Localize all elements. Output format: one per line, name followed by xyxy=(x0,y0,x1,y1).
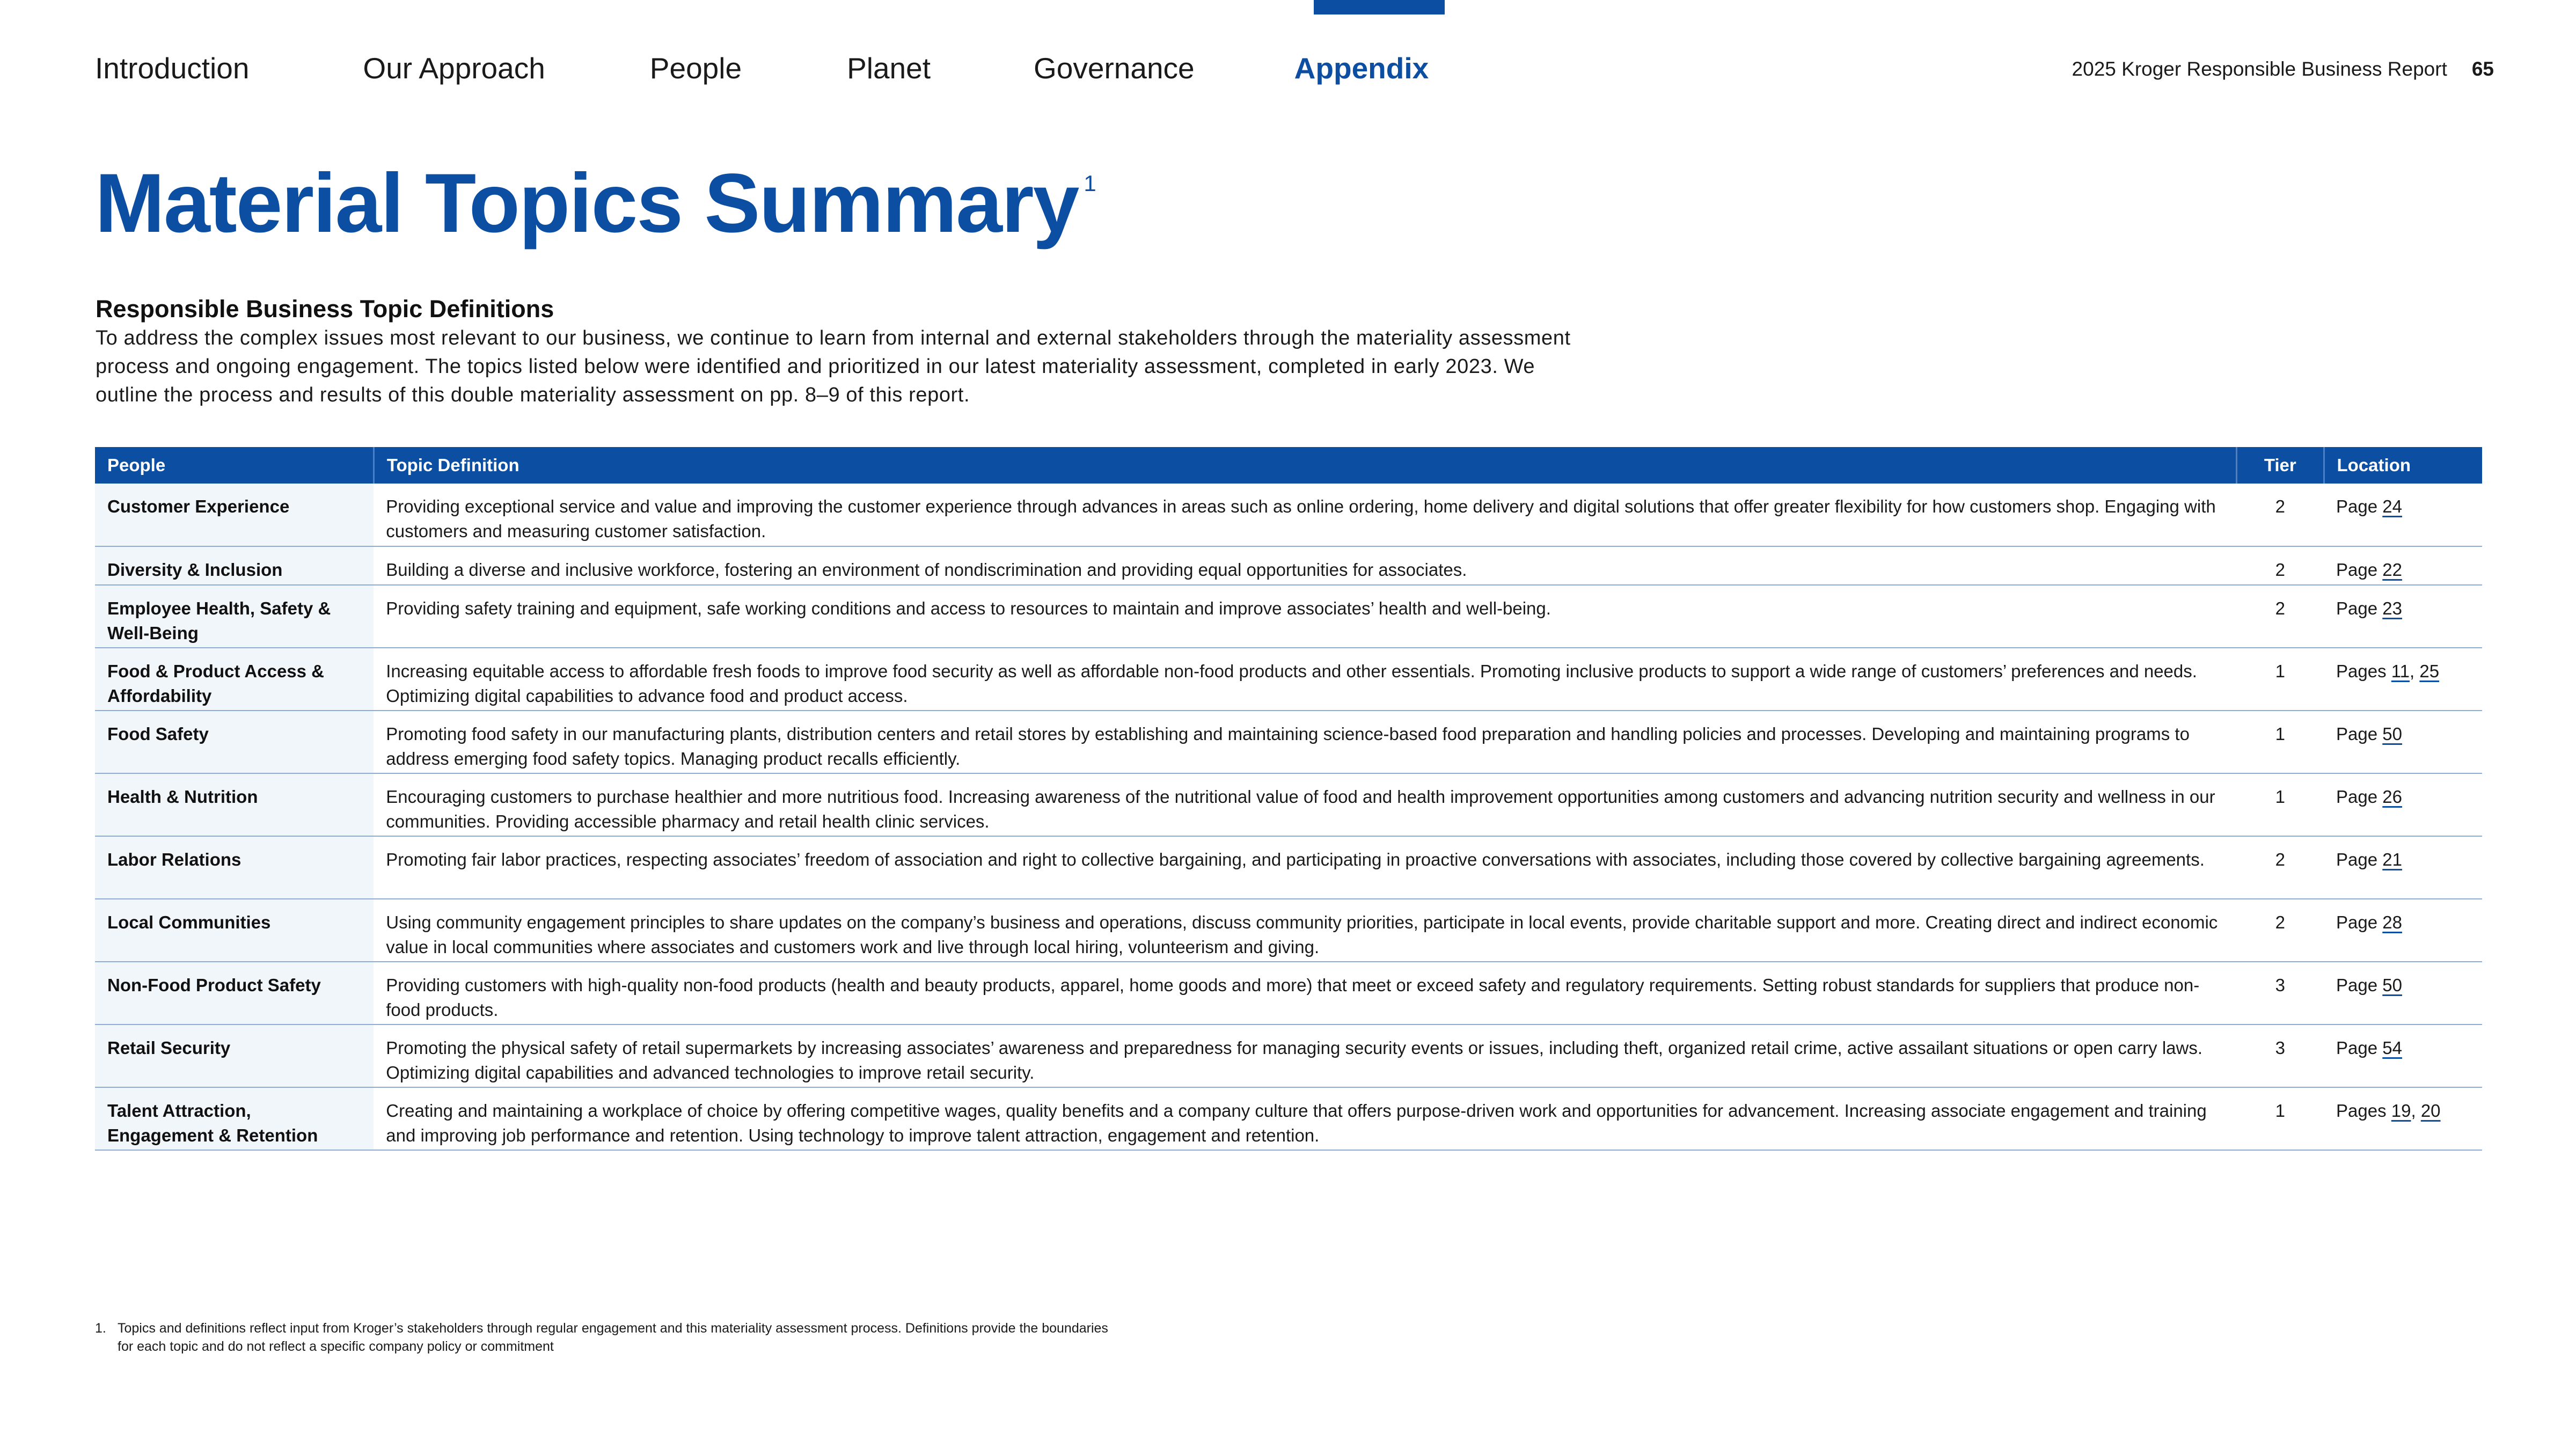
topic-location xyxy=(2324,962,2482,1024)
footnote-text: Topics and definitions reflect input from Kroger’s stakeholders through regular engagement and this materiality assessment process. Definitions provide the boundaries for each topic and do not reflect a specific company policy or commitment xyxy=(118,1321,1108,1354)
topic-definition: Using community engagement principles to share updates on the company’s business and operations, discuss community priorities, participate in local events, provide charitable support and more. Creating direct and indirect economic value in local communities where associates and customers work and live through local hiring, volunteerism and giving. xyxy=(374,899,2236,962)
nav-appendix[interactable]: Appendix xyxy=(1294,52,1429,85)
nav-people[interactable]: People xyxy=(649,52,742,85)
topic-definition: Creating and maintaining a workplace of choice by offering competitive wages, quality benefits and a company culture that offers purpose-driven work and opportunities for advancement. Increasing associate engagement and training and improving job performance and retention. Using technology to improve talent attraction, engagement and retention. xyxy=(374,1087,2236,1150)
topic-tier: 3 xyxy=(2237,1024,2324,1087)
topic-location xyxy=(2324,1024,2482,1087)
topic-tier: 1 xyxy=(2237,773,2324,836)
active-section-indicator xyxy=(1314,0,1445,14)
table-body xyxy=(95,484,2482,1150)
topic-location xyxy=(2324,711,2482,773)
topic-tier: 1 xyxy=(2237,1087,2324,1150)
topic-definition: Promoting food safety in our manufacturing plants, distribution centers and retail stores by establishing and maintaining science-based food preparation and handling policies and processes. Developing and maintaining programs to address emerging food safety topics. Managing product recalls efficiently. xyxy=(374,711,2236,773)
location-prefix: Page xyxy=(2336,975,2378,995)
topic-name: Health & Nutrition xyxy=(95,773,374,836)
topic-tier: 2 xyxy=(2237,484,2324,546)
topic-definition: Providing safety training and equipment, safe working conditions and access to resources to maintain and improve associates’ health and well-being. xyxy=(374,585,2236,648)
page-link[interactable]: 23 xyxy=(2382,598,2402,618)
topic-name: Labor Relations xyxy=(95,836,374,899)
topic-definition: Promoting fair labor practices, respecting associates’ freedom of association and right to collective bargaining, and participating in proactive conversations with associates, including those covered by collective bargaining agreements. xyxy=(374,836,2236,899)
nav-introduction[interactable]: Introduction xyxy=(95,52,250,85)
location-prefix: Page xyxy=(2336,496,2378,516)
topic-definition: Building a diverse and inclusive workforce, fostering an environment of nondiscrimination and providing equal opportunities for associates. xyxy=(374,546,2236,585)
topic-name: Food Safety xyxy=(95,711,374,773)
page-title-text: Material Topics Summary xyxy=(95,157,1079,250)
page-link[interactable]: 26 xyxy=(2382,787,2402,807)
location-prefix: Page xyxy=(2336,560,2378,580)
page-link[interactable]: 22 xyxy=(2382,560,2402,580)
table-row xyxy=(95,648,2482,711)
topic-location xyxy=(2324,546,2482,585)
topic-name: Diversity & Inclusion xyxy=(95,546,374,585)
header-topic-definition: Topic Definition xyxy=(374,447,2236,484)
location-prefix: Pages xyxy=(2336,1101,2387,1121)
topic-name: Talent Attraction, Engagement & Retention xyxy=(95,1087,374,1150)
page-link[interactable]: 20 xyxy=(2420,1101,2441,1121)
page-link[interactable]: 24 xyxy=(2382,496,2402,516)
topic-definition: Providing exceptional service and value and improving the customer experience through advances in areas such as online ordering, home delivery and digital solutions that offer greater flexibility for how customers shop. Engaging with customers and measuring customer satisfaction. xyxy=(374,484,2236,546)
report-name: 2025 Kroger Responsible Business Report xyxy=(2072,58,2447,80)
intro-heading: Responsible Business Topic Definitions xyxy=(96,295,554,323)
intro-section xyxy=(96,294,1598,409)
topic-name: Non-Food Product Safety xyxy=(95,962,374,1024)
table-row xyxy=(95,585,2482,648)
topic-tier: 1 xyxy=(2237,648,2324,711)
table-row xyxy=(95,1024,2482,1087)
page-link[interactable]: 28 xyxy=(2382,912,2402,932)
topic-location xyxy=(2324,836,2482,899)
location-prefix: Page xyxy=(2336,1038,2378,1058)
location-prefix: Page xyxy=(2336,912,2378,932)
topic-name: Customer Experience xyxy=(95,484,374,546)
table-row xyxy=(95,711,2482,773)
location-prefix: Pages xyxy=(2336,661,2387,681)
topic-location xyxy=(2324,585,2482,648)
table-row xyxy=(95,1087,2482,1150)
page-link[interactable]: 19 xyxy=(2391,1101,2411,1121)
topic-location: Pages 19, 20 xyxy=(2324,1087,2482,1150)
topic-location xyxy=(2324,484,2482,546)
nav-our-approach[interactable]: Our Approach xyxy=(363,52,545,85)
topic-name: Employee Health, Safety & Well-Being xyxy=(95,585,374,648)
page-link[interactable]: 25 xyxy=(2419,661,2440,681)
topic-name: Food & Product Access & Affordability xyxy=(95,648,374,711)
header-people: People xyxy=(95,447,374,484)
location-prefix: Page xyxy=(2336,598,2378,618)
report-header xyxy=(2072,58,2494,80)
page-link[interactable]: 50 xyxy=(2382,724,2402,744)
topic-tier: 2 xyxy=(2237,585,2324,648)
footnote-number: 1. xyxy=(95,1321,106,1336)
topic-definition: Promoting the physical safety of retail supermarkets by increasing associates’ awareness and preparedness for managing security events or issues, including theft, organized retail crime, active assailant situations or open carry laws. Optimizing digital capabilities and advanced technologies to improve retail security. xyxy=(374,1024,2236,1087)
topic-name: Retail Security xyxy=(95,1024,374,1087)
topic-location xyxy=(2324,899,2482,962)
table-row xyxy=(95,773,2482,836)
topic-tier: 2 xyxy=(2237,836,2324,899)
topic-location: Pages 11, 25 xyxy=(2324,648,2482,711)
material-topics-table xyxy=(95,447,2482,1151)
intro-body: To address the complex issues most relevant to our business, we continue to learn from internal and external stakeholders through the materiality assessment process and ongoing engagement. The topics listed below were identified and prioritized in our latest materiality assessment, completed in early 2023. We outline the process and results of this double materiality assessment on pp. 8–9 of this report. xyxy=(96,327,1571,406)
table-row xyxy=(95,962,2482,1024)
topic-definition: Encouraging customers to purchase healthier and more nutritious food. Increasing awareness of the nutritional value of food and health improvement opportunities among customers and advancing nutrition security and wellness in our communities. Providing accessible pharmacy and retail health clinic services. xyxy=(374,773,2236,836)
header-location: Location xyxy=(2324,447,2482,484)
table-row xyxy=(95,899,2482,962)
topic-definition: Increasing equitable access to affordable fresh foods to improve food security as well as affordable non-food products and other essentials. Promoting inclusive products to support a wide range of customers’ preferences and needs. Optimizing digital capabilities to advance food and product access. xyxy=(374,648,2236,711)
topic-name: Local Communities xyxy=(95,899,374,962)
location-prefix: Page xyxy=(2336,787,2378,807)
nav-governance[interactable]: Governance xyxy=(1034,52,1195,85)
page-link[interactable]: 21 xyxy=(2382,850,2402,869)
topic-tier: 2 xyxy=(2237,546,2324,585)
table-header-row xyxy=(95,447,2482,484)
location-prefix: Page xyxy=(2336,724,2378,744)
page-title xyxy=(95,156,1095,252)
topic-tier: 1 xyxy=(2237,711,2324,773)
table-row xyxy=(95,836,2482,899)
topic-tier: 3 xyxy=(2237,962,2324,1024)
table-row xyxy=(95,484,2482,546)
topic-definition: Providing customers with high-quality non-food products (health and beauty products, apparel, home goods and more) that meet or exceed safety and regulatory requirements. Setting robust standards for suppliers that produce non-food products. xyxy=(374,962,2236,1024)
topic-location xyxy=(2324,773,2482,836)
location-prefix: Page xyxy=(2336,850,2378,869)
page-number: 65 xyxy=(2471,58,2494,80)
nav-planet[interactable]: Planet xyxy=(847,52,931,85)
footnote xyxy=(95,1319,1115,1356)
page-link[interactable]: 54 xyxy=(2382,1038,2402,1058)
topic-tier: 2 xyxy=(2237,899,2324,962)
section-nav xyxy=(95,49,1429,87)
page-link[interactable]: 50 xyxy=(2382,975,2402,995)
title-footnote-marker: 1 xyxy=(1084,171,1095,196)
table-row xyxy=(95,546,2482,585)
page-link[interactable]: 11 xyxy=(2391,661,2410,681)
header-tier: Tier xyxy=(2237,447,2324,484)
